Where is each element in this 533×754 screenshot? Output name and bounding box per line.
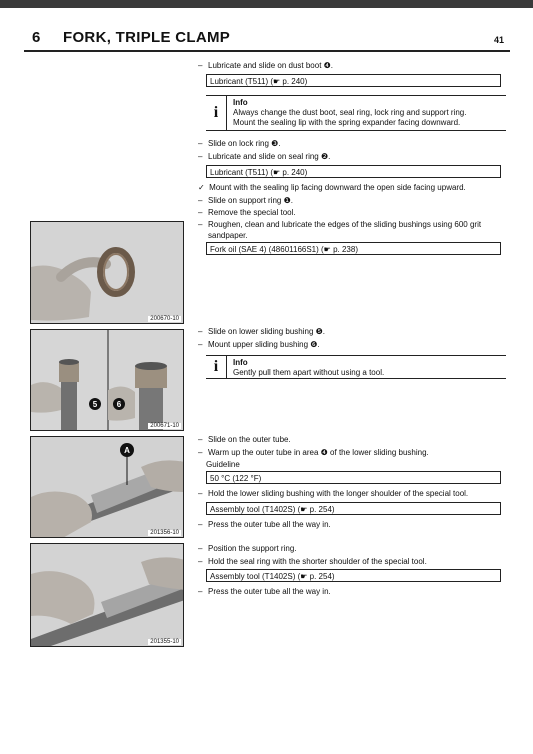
step-upper-bushing: – Mount upper sliding bushing ❻. xyxy=(198,340,320,349)
info-icon: i xyxy=(206,96,227,130)
step-remove-tool: – Remove the special tool. xyxy=(198,208,296,217)
photo-caption: 200670-10 xyxy=(150,316,179,322)
info-icon: i xyxy=(206,356,227,378)
photo-outer-tube xyxy=(30,436,184,538)
step-lock-ring: – Slide on lock ring ❸. xyxy=(198,139,281,148)
top-bar xyxy=(0,0,533,8)
assembly-tool-box: Assembly tool (T1402S) (☛ p. 254) xyxy=(206,569,501,582)
svg-text:6: 6 xyxy=(116,400,122,409)
info-line: Always change the dust boot, seal ring, lock ring and support ring. xyxy=(233,108,467,117)
step-press-tube: – Press the outer tube all the way in. xyxy=(198,587,331,596)
photo-bushing-in-hand xyxy=(30,221,184,324)
temperature-box: 50 °C (122 °F) xyxy=(206,471,501,484)
info-box xyxy=(206,95,506,131)
step-position-support-ring: – Position the support ring. xyxy=(198,544,297,553)
step-support-ring: – Slide on support ring ❶. xyxy=(198,196,293,205)
photo-caption: 201355-10 xyxy=(150,639,179,645)
info-title: Info xyxy=(233,98,248,107)
svg-text:A: A xyxy=(124,446,130,455)
photo-support-ring xyxy=(30,543,184,647)
page-number: 41 xyxy=(494,35,505,45)
step-slide-outer-tube: – Slide on the outer tube. xyxy=(198,435,291,444)
check-note: ✓ Mount with the sealing lip facing downward the open side facing upward. xyxy=(198,183,466,192)
chapter-title: FORK, TRIPLE CLAMP xyxy=(63,29,231,46)
step-press-tube: – Press the outer tube all the way in. xyxy=(198,520,331,529)
info-line: Mount the sealing lip with the spring expander facing downward. xyxy=(233,118,461,127)
svg-text:5: 5 xyxy=(92,400,98,409)
photo-sliding-bushings xyxy=(30,329,184,431)
photo-caption: 201356-10 xyxy=(150,530,179,536)
checkmark-icon: ✓ xyxy=(198,183,205,192)
lubricant-box: Lubricant (T511) (☛ p. 240) xyxy=(206,165,501,178)
step-lower-bushing: – Slide on lower sliding bushing ❺. xyxy=(198,327,326,336)
step-dust-boot: – Lubricate and slide on dust boot ❹. xyxy=(198,61,334,70)
step-warm-up: – Warm up the outer tube in area ❹ of the lower sliding bushing. xyxy=(198,448,429,457)
step-seal-ring: – Lubricate and slide on seal ring ❷. xyxy=(198,152,331,161)
step-roughen: – Roughen, clean and lubricate the edges of the sliding bushings using 600 grit sandpaper. xyxy=(198,220,482,240)
assembly-tool-box: Assembly tool (T1402S) (☛ p. 254) xyxy=(206,502,501,515)
photo-caption: 200671-10 xyxy=(150,423,179,429)
header-rule xyxy=(24,50,510,52)
step-hold-bushing: – Hold the lower sliding bushing with the longer shoulder of the special tool. xyxy=(198,489,469,498)
chapter-heading xyxy=(32,29,230,46)
info-box xyxy=(206,355,506,379)
chapter-number: 6 xyxy=(32,29,41,46)
guideline-label: Guideline xyxy=(206,460,240,469)
fork-oil-box: Fork oil (SAE 4) (48601166S1) (☛ p. 238) xyxy=(206,242,501,255)
info-title: Info xyxy=(233,358,248,367)
step-hold-seal-ring: – Hold the seal ring with the shorter shoulder of the special tool. xyxy=(198,557,427,566)
lubricant-box: Lubricant (T511) (☛ p. 240) xyxy=(206,74,501,87)
info-line: Gently pull them apart without using a tool. xyxy=(233,368,385,377)
